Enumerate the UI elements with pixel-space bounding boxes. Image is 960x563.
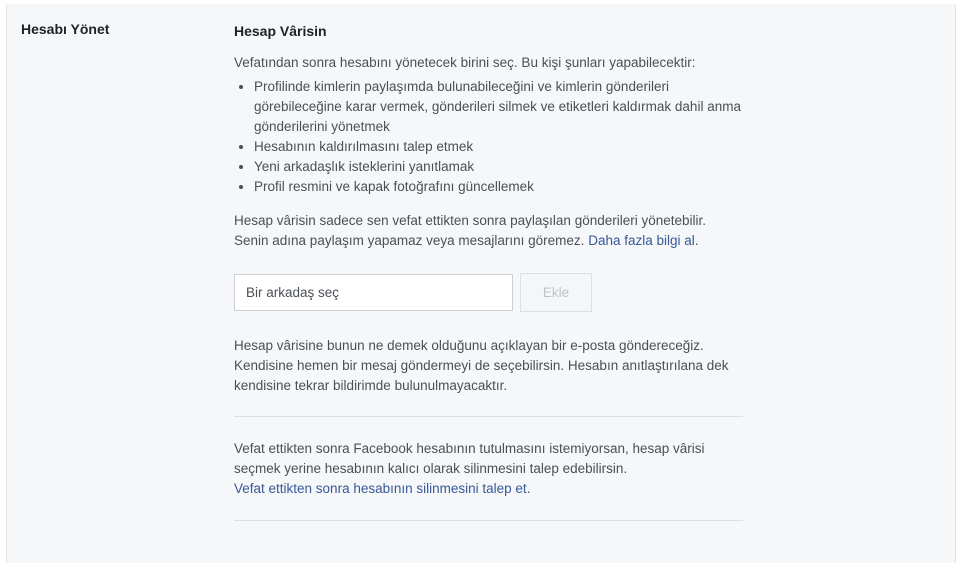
legacy-contact-title: Hesap Vârisin xyxy=(234,23,327,39)
divider xyxy=(234,520,743,521)
settings-panel xyxy=(6,4,956,563)
deletion-link-suffix: . xyxy=(526,481,531,496)
list-item: • Profil resmini ve kapak fotoğrafını güncellemek xyxy=(254,177,744,197)
email-note: Hesap vârisine bunun ne demek olduğunu açıklayan bir e-posta göndereceğiz. Kendisine hemen bir mesaj göndermeyi de seçebilirsin. Hesabın anıtlaştırılana dek kendisine tekrar bildirimde bulunulmayacaktır. xyxy=(234,338,729,393)
legacy-contact-section xyxy=(234,21,744,521)
add-button[interactable]: Ekle xyxy=(520,273,592,312)
friend-picker xyxy=(234,273,744,312)
request-deletion-link[interactable]: Vefat ettikten sonra hesabının silinmesini talep et xyxy=(234,481,527,496)
limitation-note xyxy=(234,211,744,251)
deletion-section xyxy=(234,439,744,499)
learn-more-suffix: . xyxy=(694,233,699,248)
limitation-text: Hesap vârisin sadece sen vefat ettikten sonra paylaşılan gönderileri yönetebilir. Senin adına paylaşım yapamaz veya mesajlarını göremez. xyxy=(234,213,707,248)
capabilities-list xyxy=(234,77,744,197)
learn-more-link[interactable]: Daha fazla bilgi al xyxy=(588,233,695,248)
list-item: • Profilinde kimlerin paylaşımda bulunabileceğini ve kimlerin gönderileri görebileceğine karar vermek, gönderileri silmek ve etiketleri kaldırmak dahil anma gönderilerini yönetmek xyxy=(254,77,744,137)
deletion-text: Vefat ettikten sonra Facebook hesabının tutulmasını istemiyorsan, hesap vârisi seçmek yerine hesabının kalıcı olarak silinmesini talep edebilirsin. xyxy=(234,441,705,476)
legacy-intro-text: Vefatından sonra hesabını yönetecek birini seç. Bu kişi şunları yapabilecektir: xyxy=(234,55,696,70)
list-item: • Yeni arkadaşlık isteklerini yanıtlamak xyxy=(254,157,744,177)
section-label: Hesabı Yönet xyxy=(21,21,110,37)
divider xyxy=(234,416,743,417)
list-item: • Hesabının kaldırılmasını talep etmek xyxy=(254,137,744,157)
friend-search-input[interactable] xyxy=(234,274,513,311)
